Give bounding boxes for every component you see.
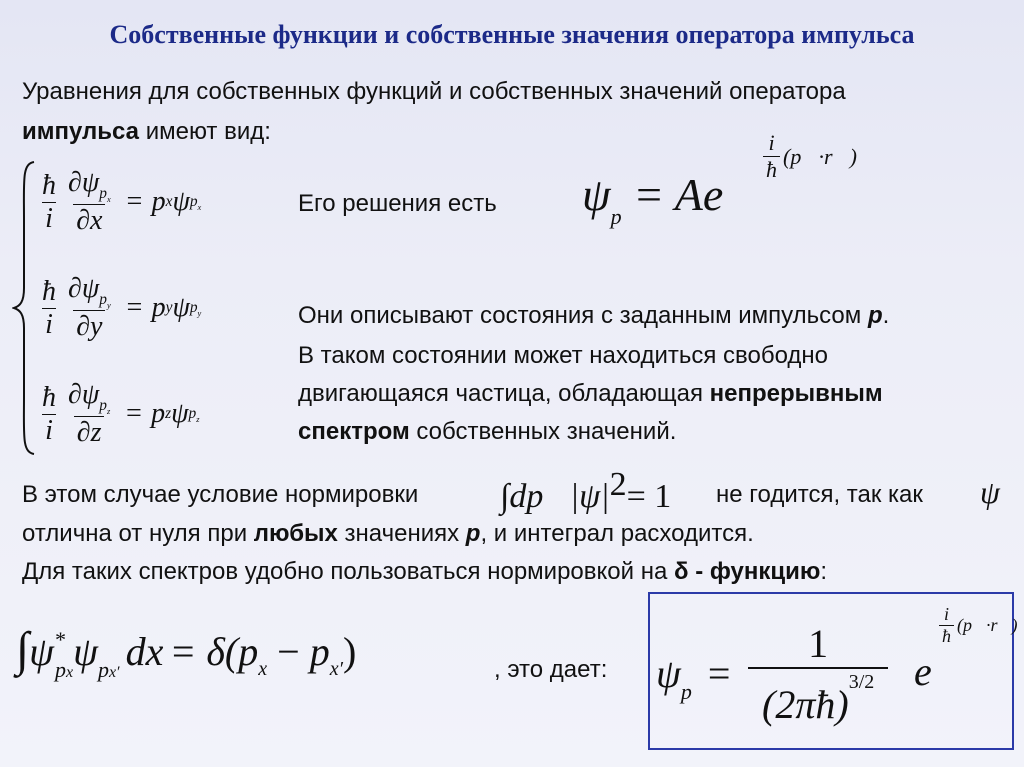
result-lhs: $\psi_p$ = — [656, 651, 731, 704]
description-line-2: В таком состоянии может находиться свободно — [298, 342, 829, 369]
partial-derivative: $\frac{\partial\psi_{p_x}}{\partial x}$ — [68, 167, 111, 236]
eq-row-z: $\frac{ħ}{i}$ $\frac{\partial\psi_{p_z}}{\partial z}$ = p z ψ $p_z$ — [36, 368, 201, 460]
solution-label: Его решения есть — [298, 190, 497, 217]
intro-rest: имеют вид: — [139, 118, 271, 145]
delta-gives-text: , это дает: — [494, 656, 608, 683]
normalization-suffix: не годится, так как — [716, 481, 923, 508]
result-fraction: 1 (2πħ)$^{3/2}$ — [748, 620, 888, 728]
intro-line-1: Уравнения для собственных функций и собственных значений оператора — [22, 78, 846, 105]
normalization-integral: ∫dp⃗|ψ|2= 1 — [500, 466, 672, 515]
delta-normalization-formula: $\int\psi^*_{px}\psi_{px'}$ dx = $\delta(p_x - p_{x'})$ — [16, 623, 357, 682]
partial-derivative: $\frac{\partial\psi_{p_z}}{\partial z}$ — [68, 379, 111, 448]
hbar-over-i: $\frac{ħ}{i}$ — [42, 169, 56, 234]
intro-bold-word: импульса — [22, 118, 140, 145]
hbar-over-i: $\frac{ħ}{i}$ — [42, 275, 56, 340]
description-line-1: Они описывают состояния с заданным импульсом p. — [298, 302, 890, 329]
result-exp-base: e — [914, 649, 932, 694]
eq-row-y: $\frac{ħ}{i}$ $\frac{\partial\psi_{p_y}}{\partial y}$ = p y ψ $p_y$ — [36, 262, 201, 354]
description-line-4: спектром собственных значений. — [298, 418, 677, 445]
solution-exponent: $\frac{i}{ħ}$ (p⃗·r⃗) — [760, 130, 857, 183]
normalization-line-3: Для таких спектров удобно пользоваться нормировкой на δ - функцию: — [22, 558, 828, 585]
system-brace — [12, 160, 38, 456]
slide-title: Собственные функции и собственные значения оператора импульса — [109, 20, 915, 49]
description-line-3: двигающаяся частица, обладающая непрерывным — [298, 380, 883, 407]
normalization-line-2: отлична от нуля при любых значениях p, и интеграл расходится. — [22, 520, 754, 547]
normalization-prefix: В этом случае условие нормировки — [22, 481, 419, 508]
solution-formula: $\psi_p = Ae$ — [582, 169, 724, 229]
eigen-equations — [36, 156, 201, 460]
intro-line-2 — [22, 118, 271, 147]
result-exponent: $\frac{i}{ħ}$ (p⃗·r⃗) — [936, 604, 1018, 647]
eq-row-x: $\frac{ħ}{i}$ $\frac{\partial\psi_{p_x}}{\partial x}$ = p x ψ $p_x$ — [36, 156, 201, 248]
partial-derivative: $\frac{\partial\psi_{p_y}}{\partial y}$ — [68, 273, 111, 342]
hbar-over-i: $\frac{ħ}{i}$ — [42, 381, 56, 446]
normalization-psi: ψ — [980, 474, 1000, 510]
